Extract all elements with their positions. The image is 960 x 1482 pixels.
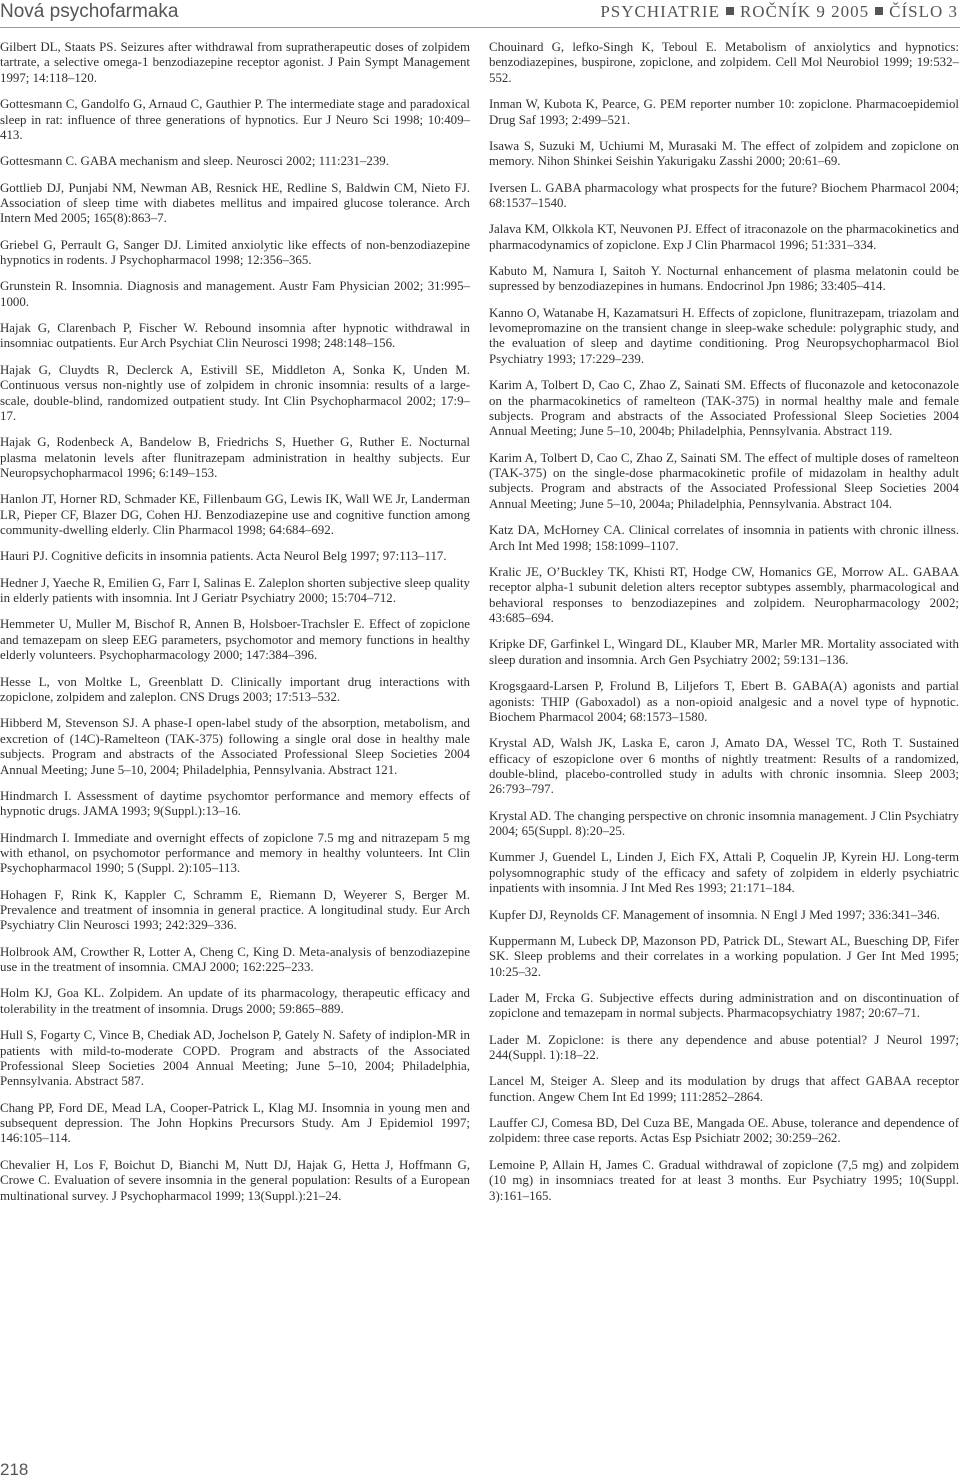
page-header	[0, 0, 960, 28]
reference-entry: Kummer J, Guendel L, Linden J, Eich FX, Attali P, Coquelin JP, Kyrein HJ. Long-term polysomnographic study of the efficacy and safety of zolpidem in elderly psychiatric inpatients with insomnia. J Int Med Res 1993; 21:171–184.	[489, 850, 959, 896]
year-label: 2005	[831, 2, 870, 21]
reference-entry: Kupfer DJ, Reynolds CF. Management of insomnia. N Engl J Med 1997; 336:341–346.	[489, 907, 940, 922]
reference-entry: Hedner J, Yaeche R, Emilien G, Farr I, Salinas E. Zaleplon shorten subjective sleep quality in elderly patients with insomnia. Int J Geriatr Psychiatry 2000; 15:704–712.	[0, 575, 470, 606]
reference-entry: Krystal AD. The changing perspective on chronic insomnia management. J Clin Psychiatry 2004; 65(Suppl. 8):20–25.	[489, 808, 959, 839]
reference-entry: Lemoine P, Allain H, James C. Gradual withdrawal of zopiclone (7,5 mg) and zolpidem (10 mg) in insomniacs treated for at least 3 months. Eur Psychiatry 1995; 10(Suppl. 3):161–165.	[489, 1157, 959, 1203]
journal-name: PSYCHIATRIE	[600, 2, 720, 21]
reference-entry: Hohagen F, Rink K, Kappler C, Schramm E, Riemann D, Weyerer S, Berger M. Prevalence and treatment of insomnia in general practice. A longitudinal study. Eur Arch Psychiatry Clin Neurosci 1993; 242:329–336.	[0, 887, 470, 933]
reference-entry: Gilbert DL, Staats PS. Seizures after withdrawal from supratherapeutic doses of zolpidem tartrate, a selective omega-1 benzodiazepine receptor agonist. J Pain Sympt Management 1997; 14:118–120.	[0, 40, 470, 85]
reference-entry: Hajak G, Clarenbach P, Fischer W. Rebound insomnia after hypnotic withdrawal in insomniac outpatients. Eur Arch Psychiat Clin Neurosci 1998; 248:148–156.	[0, 321, 470, 351]
reference-entry: Inman W, Kubota K, Pearce, G. PEM reporter number 10: zopiclone. Pharmacoepidemiol Drug Saf 1993; 2:499–521.	[489, 97, 959, 127]
reference-entry: Chang PP, Ford DE, Mead LA, Cooper-Patrick L, Klag MJ. Insomnia in young men and subsequent depression. The John Hopkins Precursors Study. Am J Epidemiol 1997; 146:105–114.	[0, 1100, 470, 1146]
reference-entry: Lader M, Frcka G. Subjective effects during administration and on discontinuation of zopiclone and temazepam in normal subjects. Pharmacopsychiatry 1987; 20:67–71.	[489, 990, 959, 1021]
page-number: 218	[0, 1460, 29, 1479]
reference-entry: Hajak G, Cluydts R, Declerck A, Estivill SE, Middleton A, Sonka K, Unden M. Continuous versus non-nightly use of zolpidem in chronic insomnia: results of a large-scale, double-blind, randomized outpatient study. Int Clin Psychopharmacol 2002; 17:9–17.	[0, 362, 470, 423]
reference-entry: Krystal AD, Walsh JK, Laska E, caron J, Amato DA, Wessel TC, Roth T. Sustained efficacy of eszopiclone over 6 months of nightly treatment: Results of a randomized, double-blind, placebo-controlled study in adults with chronic insomnia. Sleep 2003; 26:793–797.	[489, 736, 959, 797]
reference-entry: Kanno O, Watanabe H, Kazamatsuri H. Effects of zopiclone, flunitrazepam, triazolam and levomepromazine on the transient change in sleep-wake schedule: polygraphic study, and the evaluation of sleep and daytime conditioning. Prog Neuropsychopharmacol Biol Psychiatry 1993; 17:229–239.	[489, 305, 959, 366]
reference-entry: Chevalier H, Los F, Boichut D, Bianchi M, Nutt DJ, Hajak G, Hetta J, Hoffmann G, Crowe C. Evaluation of severe insomnia in the general population: Results of a European multinational survey. J Psychopharmacol 1999; 13(Suppl.):21–24.	[0, 1157, 470, 1203]
reference-entry: Gottesmann C. GABA mechanism and sleep. Neurosci 2002; 111:231–239.	[0, 154, 389, 169]
issue-label: ČÍSLO 3	[889, 2, 958, 21]
reference-entry: Kabuto M, Namura I, Saitoh Y. Nocturnal enhancement of plasma melatonin could be supressed by benzodiazepines in humans. Endocrinol Jpn 1986; 33:405–414.	[489, 263, 959, 294]
reference-entry: Lancel M, Steiger A. Sleep and its modulation by drugs that affect GABAA receptor function. Angew Chem Int Ed 1999; 111:2852–2864.	[489, 1074, 959, 1104]
reference-entry: Gottesmann C, Gandolfo G, Arnaud C, Gauthier P. The intermediate stage and paradoxical sleep in rat: influence of three generations of hypnotics. Eur J Neuro Sci 1998; 10:409–413.	[0, 97, 470, 142]
reference-entry: Holbrook AM, Crowther R, Lotter A, Cheng C, King D. Meta-analysis of benzodiazepine use in the treatment of insomnia. CMAJ 2000; 162:225–233.	[0, 944, 470, 975]
reference-entry: Jalava KM, Olkkola KT, Neuvonen PJ. Effect of itraconazole on the pharmacokinetics and pharmacodynamics of zopiclone. Exp J Clin Pharmacol 1996; 51:331–334.	[489, 222, 959, 252]
reference-entry: Karim A, Tolbert D, Cao C, Zhao Z, Sainati SM. The effect of multiple doses of ramelteon (TAK-375) on the single-dose pharmacokinetic profile of midazolam in healthy adult subjects. Program and abstracts of the Associated Professional Sleep Societies 2004 Annual Meeting; June 5–10, 2004a; Philadelphia, Pennsylvania. Abstract 104.	[489, 450, 959, 511]
reference-entry: Chouinard G, lefko-Singh K, Teboul E. Metabolism of anxiolytics and hypnotics: benzodiazepines, buspirone, zopiclone, and zolpidem. Cell Mol Neurobiol 1999; 19:532–552.	[489, 40, 959, 85]
reference-entry: Griebel G, Perrault G, Sanger DJ. Limited anxiolytic like effects of non-benzodiazepine hypnotics in rodents. J Psychopharmacol 1998; 12:356–365.	[0, 237, 470, 268]
reference-entry: Hull S, Fogarty C, Vince B, Chediak AD, Jochelson P, Gately N. Safety of indiplon-MR in patients with mild-to-moderate COPD. Program and abstracts of the Associated Professional Sleep Societies 2004 Annual Meeting; June 5–10, 2004; Philadelphia, Pennsylvania. Abstract 587.	[0, 1028, 470, 1089]
reference-entry: Hindmarch I. Assessment of daytime psychomtor performance and memory effects of hypnotic drugs. JAMA 1993; 9(Suppl.):13–16.	[0, 788, 470, 819]
section-title: Nová psychofarmaka	[0, 1, 179, 22]
journal-info	[600, 0, 958, 24]
reference-entry: Krogsgaard-Larsen P, Frolund B, Liljefors T, Ebert B. GABA(A) agonists and partial agonists: THIP (Gaboxadol) as a non-opioid analgesic and a novel type of hypnotic. Biochem Pharmacol 2004; 68:1573–1580.	[489, 679, 959, 724]
reference-entry: Hajak G, Rodenbeck A, Bandelow B, Friedrichs S, Huether G, Ruther E. Nocturnal plasma melatonin levels after flunitrazepam administration in healthy subjects. Eur Neuropsychopharmacol 1996; 6:149–153.	[0, 435, 470, 481]
reference-entry: Lauffer CJ, Comesa BD, Del Cuza BE, Mangada OE. Abuse, tolerance and dependence of zolpidem: three case reports. Actas Esp Psichiatr 2002; 30:259–262.	[489, 1116, 959, 1146]
reference-entry: Kuppermann M, Lubeck DP, Mazonson PD, Patrick DL, Stewart AL, Buesching DP, Fifer SK. Sleep problems and their correlates in a working population. J Ger Int Med 1995; 10:25–32.	[489, 933, 959, 979]
reference-column-left	[0, 40, 470, 1215]
reference-entry: Karim A, Tolbert D, Cao C, Zhao Z, Sainati SM. Effects of fluconazole and ketoconazole on the pharmacokinetics of ramelteon (TAK-375) in normal healthy male and female subjects. Program and abstracts of the Associated Professional Sleep Societies 2004 Annual Meeting; June 5–10, 2004b; Philadelphia, Pennsylvania. Abstract 119.	[489, 378, 959, 439]
reference-column-right	[489, 40, 959, 1215]
reference-entry: Iversen L. GABA pharmacology what prospects for the future? Biochem Pharmacol 2004; 68:1537–1540.	[489, 180, 959, 210]
reference-entry: Kripke DF, Garfinkel L, Wingard DL, Klauber MR, Marler MR. Mortality associated with sleep duration and insomnia. Arch Gen Psychiatry 2002; 59:131–136.	[489, 637, 959, 667]
reference-entry: Hauri PJ. Cognitive deficits in insomnia patients. Acta Neurol Belg 1997; 97:113–117.	[0, 549, 447, 564]
reference-entry: Hindmarch I. Immediate and overnight effects of zopiclone 7.5 mg and nitrazepam 5 mg with ethanol, on psychomotor performance and memory in healthy volunteers. Int Clin Psychopharmacol 1990; 5 (Suppl. 2):105–113.	[0, 830, 470, 876]
reference-entry: Hemmeter U, Muller M, Bischof R, Annen B, Holsboer-Trachsler E. Effect of zopiclone and temazepam on sleep EEG parameters, psychomotor and memory functions in healthy elderly volunteers. Psychopharmacology 2000; 147:384–396.	[0, 617, 470, 663]
reference-entry: Holm KJ, Goa KL. Zolpidem. An update of its pharmacology, therapeutic efficacy and tolerability in the treatment of insomnia. Drugs 2000; 59:865–889.	[0, 986, 470, 1016]
reference-entry: Lader M. Zopiclone: is there any dependence and abuse potential? J Neurol 1997; 244(Suppl. 1):18–22.	[489, 1032, 959, 1063]
reference-entry: Hesse L, von Moltke L, Greenblatt D. Clinically important drug interactions with zopiclone, zolpidem and zaleplon. CNS Drugs 2003; 17:513–532.	[0, 674, 470, 704]
reference-entry: Hibberd M, Stevenson SJ. A phase-I open-label study of the absorption, metabolism, and excretion of (14C)-Ramelteon (TAK-375) following a single oral dose in healthy male subjects. Program and abstracts of the Associated Professional Sleep Societies 2004 Annual Meeting; June 5–10, 2004; Philadelphia, Pennsylvania. Abstract 121.	[0, 716, 470, 777]
separator-square-icon	[875, 7, 883, 15]
volume-label: ROČNÍK 9	[739, 2, 826, 21]
separator-square-icon	[726, 7, 734, 15]
reference-entry: Isawa S, Suzuki M, Uchiumi M, Murasaki M. The effect of zolpidem and zopiclone on memory. Nihon Shinkei Seishin Yakurigaku Zasshi 2000; 20:61–69.	[489, 138, 959, 169]
reference-entry: Katz DA, McHorney CA. Clinical correlates of insomnia in patients with chronic illness. Arch Int Med 1998; 158:1099–1107.	[489, 523, 959, 553]
header-rule	[0, 27, 960, 28]
reference-entry: Grunstein R. Insomnia. Diagnosis and management. Austr Fam Physician 2002; 31:995–1000.	[0, 279, 470, 309]
reference-entry: Gottlieb DJ, Punjabi NM, Newman AB, Resnick HE, Redline S, Baldwin CM, Nieto FJ. Association of sleep time with diabetes mellitus and impaired glucose tolerance. Arch Intern Med 2005; 165(8):863–7.	[0, 180, 470, 226]
reference-entry: Kralic JE, O’Buckley TK, Khisti RT, Hodge CW, Homanics GE, Morrow AL. GABAA receptor alpha-1 subunit deletion alters receptor subtypes assembly, pharmacological and behavioral responses to benzodiazepines and zolpidem. Neuropharmacology 2002; 43:685–694.	[489, 564, 959, 626]
reference-entry: Hanlon JT, Horner RD, Schmader KE, Fillenbaum GG, Lewis IK, Wall WE Jr, Landerman LR, Pieper CF, Blazer DG, Cohen HJ. Benzodiazepine use and cognitive function among community-dwelling elderly. Clin Pharmacol 1998; 64:684–692.	[0, 492, 470, 538]
